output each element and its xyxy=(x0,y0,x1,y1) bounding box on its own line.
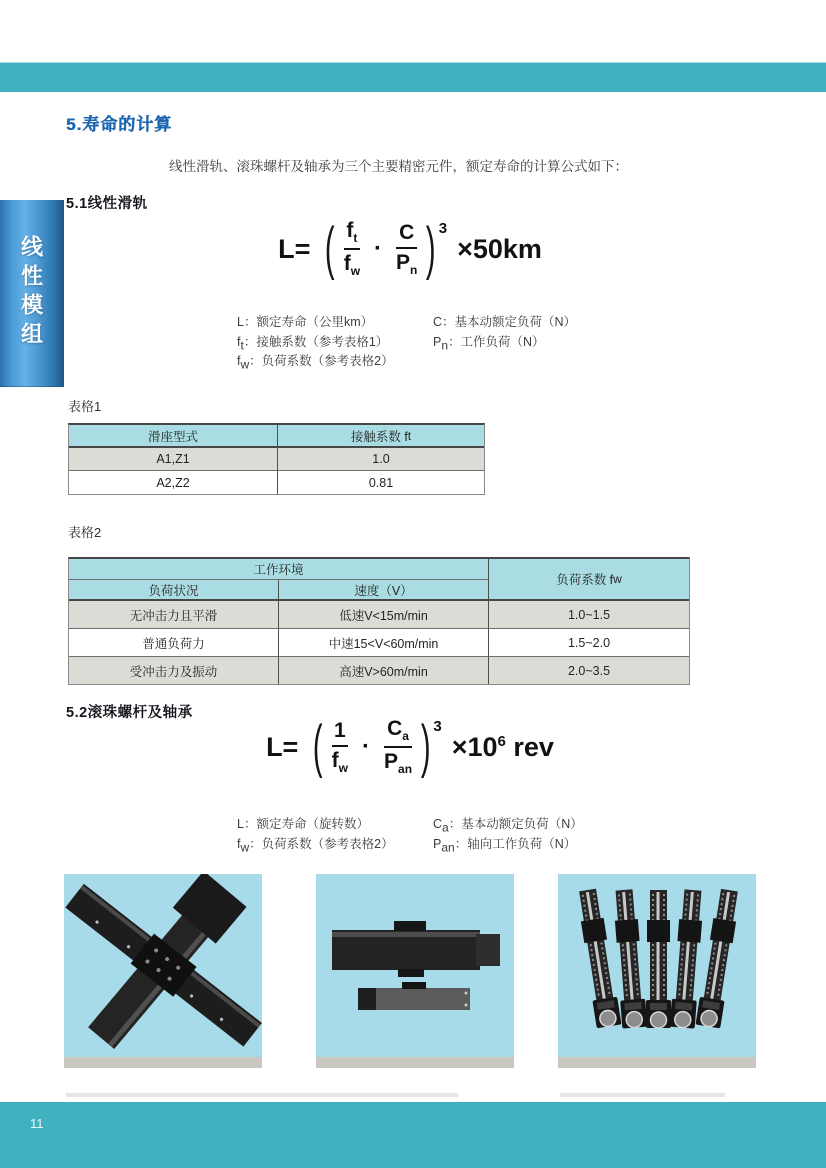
table-cell: 1.5~2.0 xyxy=(488,629,689,657)
formula1-exponent: 3 xyxy=(438,220,448,237)
legend-row: L：额定寿命（公里km） C：基本动额定负荷（N） xyxy=(237,315,577,329)
xy-cross-stage-image xyxy=(64,874,262,1057)
fraction-ca-over-pan: $\frac{C_a}{P_{an}}$ xyxy=(384,717,413,777)
table-cell: A2,Z2 xyxy=(69,471,277,494)
table2-header-work-environment: 工作环境 xyxy=(69,559,488,580)
legend-row: $f_w$：负荷系数（参考表格2） xyxy=(237,354,394,372)
table-cell: 2.0~3.5 xyxy=(488,657,689,684)
intro-text: 线性滑轨、滚珠螺杆及轴承为三个主要精密元件，额定寿命的计算公式如下： xyxy=(169,159,628,174)
table1-label: 表格1 xyxy=(68,399,102,414)
table2-label: 表格2 xyxy=(68,525,102,540)
photo-ground-strip xyxy=(316,1057,514,1068)
table-cell: 1.0 xyxy=(277,448,484,471)
formula1-legend xyxy=(237,314,576,373)
ghost-text-strip xyxy=(560,1093,725,1097)
formula2-open-paren: ( xyxy=(313,714,323,779)
formula1-open-paren: ( xyxy=(325,216,335,281)
table1-header-contact-factor: 接触系数 f t xyxy=(277,425,484,448)
linear-module-image xyxy=(316,874,514,1057)
top-teal-band xyxy=(0,62,826,92)
formula2-legend xyxy=(237,816,583,855)
fraction-ft-over-fw: $\frac{f_t}{f_w}$ xyxy=(343,219,361,279)
table2-header-speed: 速度（V） xyxy=(278,580,488,601)
table-cell: 0.81 xyxy=(277,471,484,494)
formula1-close-paren: ) xyxy=(426,216,436,281)
actuator-group-image xyxy=(558,874,756,1057)
table-cell: 低速V<15m/min xyxy=(278,601,488,629)
legend-row: $f_t$：接触系数（参考表格1） $P_n$：工作负荷（N） xyxy=(237,334,545,352)
table-cell: 中速15<V<60m/min xyxy=(278,629,488,657)
fraction-1-over-fw: $\frac{1}{f_w}$ xyxy=(331,718,348,775)
table1-header-slider-type: 滑座型式 xyxy=(69,425,277,448)
table-cell: 受冲击力及振动 xyxy=(69,657,278,684)
product-photo-xy-cross-stage xyxy=(64,874,262,1068)
multiplication-dot: · xyxy=(362,733,370,760)
photo-ground-strip xyxy=(64,1057,262,1068)
product-photo-actuator-group xyxy=(558,874,756,1068)
table-cell: 高速V>60m/min xyxy=(278,657,488,684)
table-cell: A1,Z1 xyxy=(69,448,277,471)
footer-teal-band xyxy=(0,1102,826,1168)
formula2-lhs: L= xyxy=(266,731,299,762)
formula1-lhs: L= xyxy=(278,233,311,264)
formula2-multiplier: $\times 10^6$ rev xyxy=(451,731,554,762)
ghost-text-strip xyxy=(66,1093,458,1097)
fraction-c-over-pn: $\frac{C}{P_n}$ xyxy=(396,220,418,277)
formula2-exponent: 3 xyxy=(433,718,442,735)
table2-header-load-condition: 负荷状况 xyxy=(69,580,278,601)
section-heading-5-2: 5.2滚珠螺杆及轴承 xyxy=(66,705,193,721)
product-photo-linear-module xyxy=(316,874,514,1068)
table-cell: 普通负荷力 xyxy=(69,629,278,657)
table2-load-factor xyxy=(68,557,690,685)
section-heading-5-1: 5.1线性滑轨 xyxy=(66,196,148,212)
photo-ground-strip xyxy=(558,1057,756,1068)
table-cell: 1.0~1.5 xyxy=(488,601,689,629)
table1-contact-factor xyxy=(68,423,485,495)
page-title: 5.寿命的计算 xyxy=(66,115,173,134)
life-formula-linear-guide xyxy=(150,216,670,281)
sidebar-tab-linear-module xyxy=(0,200,64,387)
formula1-multiplier: ×50km xyxy=(457,233,542,264)
legend-row: $f_w$：负荷系数（参考表格2） $P_{an}$：轴向工作负荷（N） xyxy=(237,836,577,854)
table2-header-load-factor: 负荷系数 f w xyxy=(488,559,689,601)
table-cell: 无冲击力且平滑 xyxy=(69,601,278,629)
page-number: 11 xyxy=(30,1116,44,1131)
life-formula-ball-screw xyxy=(150,714,670,779)
multiplication-dot: · xyxy=(374,235,383,262)
legend-row: L：额定寿命（旋转数） $C_a$：基本动额定负荷（N） xyxy=(237,817,583,835)
sidebar-tab-label: 线性模组 xyxy=(18,235,44,351)
formula2-close-paren: ) xyxy=(420,714,431,779)
